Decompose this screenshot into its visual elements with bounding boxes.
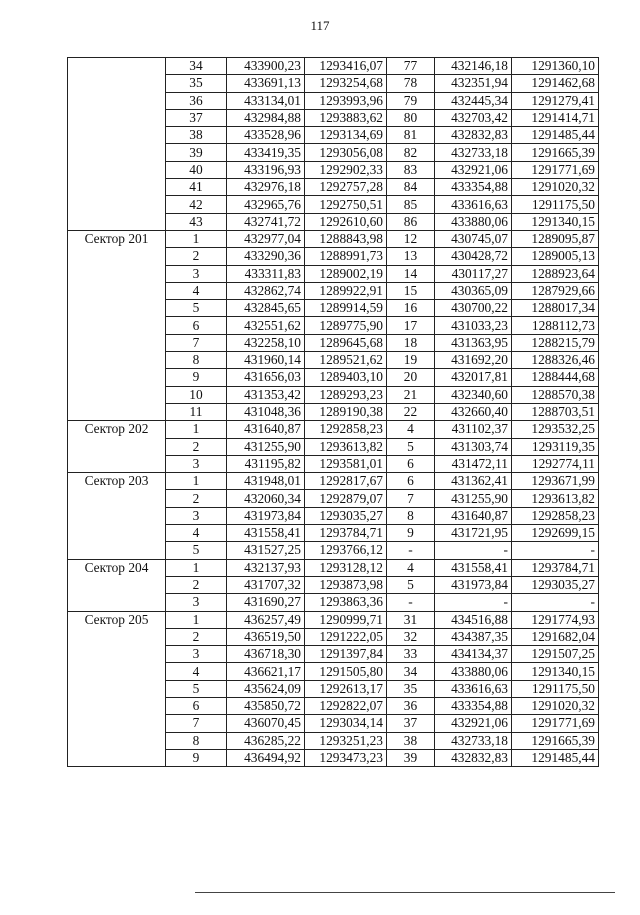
- coordinate-cell: 432984,88: [227, 109, 305, 126]
- coordinate-cell: 1289095,87: [512, 230, 599, 247]
- coordinate-cell: 433691,13: [227, 75, 305, 92]
- point-number-cell: 11: [166, 403, 227, 420]
- coordinate-cell: 433290,36: [227, 248, 305, 265]
- point-number-cell: 36: [387, 697, 435, 714]
- coordinate-cell: 430117,27: [435, 265, 512, 282]
- point-number-cell: 86: [387, 213, 435, 230]
- point-number-cell: 2: [166, 248, 227, 265]
- coordinate-cell: 433419,35: [227, 144, 305, 161]
- point-number-cell: 1: [166, 421, 227, 438]
- coordinate-cell: 1289005,13: [512, 248, 599, 265]
- coordinate-cell: 432660,40: [435, 403, 512, 420]
- point-number-cell: 3: [166, 507, 227, 524]
- point-number-cell: 41: [166, 179, 227, 196]
- point-number-cell: 38: [166, 127, 227, 144]
- coordinate-cell: 1289922,91: [305, 282, 387, 299]
- coordinate-cell: 1291505,80: [305, 663, 387, 680]
- point-number-cell: 10: [166, 386, 227, 403]
- coordinate-cell: 1293532,25: [512, 421, 599, 438]
- coordinate-cell: 1293873,98: [305, 576, 387, 593]
- coordinate-cell: 432733,18: [435, 144, 512, 161]
- point-number-cell: 3: [166, 265, 227, 282]
- coordinate-cell: 433134,01: [227, 92, 305, 109]
- coordinate-cell: 1293993,96: [305, 92, 387, 109]
- coordinate-cell: 1293128,12: [305, 559, 387, 576]
- point-number-cell: 33: [387, 646, 435, 663]
- coordinate-cell: 436257,49: [227, 611, 305, 628]
- coordinate-cell: 1291771,69: [512, 161, 599, 178]
- coordinate-cell: 1293671,99: [512, 473, 599, 490]
- coordinate-cell: 1293035,27: [305, 507, 387, 524]
- coordinate-cell: 1288112,73: [512, 317, 599, 334]
- coordinate-cell: 431033,23: [435, 317, 512, 334]
- coordinate-cell: 1291665,39: [512, 144, 599, 161]
- point-number-cell: 79: [387, 92, 435, 109]
- point-number-cell: 5: [166, 680, 227, 697]
- coordinate-cell: 1291020,32: [512, 697, 599, 714]
- coordinate-cell: 1291507,25: [512, 646, 599, 663]
- coordinate-cell: 1293883,62: [305, 109, 387, 126]
- coordinate-cell: 1291485,44: [512, 749, 599, 766]
- point-number-cell: 5: [166, 542, 227, 559]
- coordinate-cell: 431255,90: [227, 438, 305, 455]
- point-number-cell: 22: [387, 403, 435, 420]
- coordinate-cell: 1288991,73: [305, 248, 387, 265]
- coordinate-cell: 432340,60: [435, 386, 512, 403]
- point-number-cell: 1: [166, 473, 227, 490]
- coordinate-cell: 1288843,98: [305, 230, 387, 247]
- point-number-cell: 39: [166, 144, 227, 161]
- point-number-cell: 40: [166, 161, 227, 178]
- coordinate-cell: 1292757,28: [305, 179, 387, 196]
- coordinate-cell: 436285,22: [227, 732, 305, 749]
- point-number-cell: 85: [387, 196, 435, 213]
- coordinate-cell: 1291222,05: [305, 628, 387, 645]
- coordinate-cell: 1291485,44: [512, 127, 599, 144]
- coordinate-cell: 434134,37: [435, 646, 512, 663]
- coordinate-cell: 1291462,68: [512, 75, 599, 92]
- coordinate-cell: 432832,83: [435, 127, 512, 144]
- point-number-cell: 37: [166, 109, 227, 126]
- coordinate-cell: 1293784,71: [512, 559, 599, 576]
- coordinate-cell: 1291175,50: [512, 680, 599, 697]
- coordinate-cell: 431558,41: [435, 559, 512, 576]
- coordinate-cell: 431255,90: [435, 490, 512, 507]
- point-number-cell: 4: [166, 663, 227, 680]
- coordinate-cell: 433528,96: [227, 127, 305, 144]
- point-number-cell: 34: [166, 58, 227, 75]
- coordinate-cell: 432445,34: [435, 92, 512, 109]
- point-number-cell: 20: [387, 369, 435, 386]
- coordinate-cell: 1289293,23: [305, 386, 387, 403]
- point-number-cell: 1: [166, 559, 227, 576]
- sector-name-cell: Сектор 204: [68, 559, 166, 611]
- coordinate-cell: 431195,82: [227, 455, 305, 472]
- point-number-cell: 2: [166, 576, 227, 593]
- coordinate-cell: 431048,36: [227, 403, 305, 420]
- coordinate-cell: 432845,65: [227, 300, 305, 317]
- point-number-cell: 37: [387, 715, 435, 732]
- coordinate-cell: 432965,76: [227, 196, 305, 213]
- coordinate-cell: 432060,34: [227, 490, 305, 507]
- point-number-cell: 84: [387, 179, 435, 196]
- coordinate-cell: -: [435, 542, 512, 559]
- coordinate-cell: 1289002,19: [305, 265, 387, 282]
- coordinate-cell: 1289914,59: [305, 300, 387, 317]
- coordinate-cell: 1287929,66: [512, 282, 599, 299]
- point-number-cell: 8: [166, 732, 227, 749]
- point-number-cell: 35: [166, 75, 227, 92]
- point-number-cell: 42: [166, 196, 227, 213]
- coordinate-cell: 1289645,68: [305, 334, 387, 351]
- coordinate-cell: 1293473,23: [305, 749, 387, 766]
- point-number-cell: 17: [387, 317, 435, 334]
- coordinate-cell: 431973,84: [227, 507, 305, 524]
- coordinate-cell: 431527,25: [227, 542, 305, 559]
- coordinate-cell: 432733,18: [435, 732, 512, 749]
- coordinate-cell: 1288923,64: [512, 265, 599, 282]
- coordinate-cell: 1291279,41: [512, 92, 599, 109]
- coordinate-cell: 433311,83: [227, 265, 305, 282]
- coordinate-cell: 1292817,67: [305, 473, 387, 490]
- coordinate-cell: 433616,63: [435, 196, 512, 213]
- point-number-cell: 18: [387, 334, 435, 351]
- coordinate-cell: 431102,37: [435, 421, 512, 438]
- coordinate-cell: 1291665,39: [512, 732, 599, 749]
- coordinate-cell: -: [435, 594, 512, 611]
- coordinate-cell: 432551,62: [227, 317, 305, 334]
- point-number-cell: 1: [166, 230, 227, 247]
- table-row: [68, 58, 599, 75]
- sector-name-cell: Сектор 203: [68, 473, 166, 559]
- coordinate-cell: 433616,63: [435, 680, 512, 697]
- coordinate-cell: 431353,42: [227, 386, 305, 403]
- sector-name-cell: Сектор 202: [68, 421, 166, 473]
- coordinate-cell: 1288444,68: [512, 369, 599, 386]
- coordinate-cell: 431973,84: [435, 576, 512, 593]
- coordinate-cell: 1292858,23: [305, 421, 387, 438]
- table-row: [68, 473, 599, 490]
- coordinate-cell: 1288017,34: [512, 300, 599, 317]
- coordinate-cell: 1289403,10: [305, 369, 387, 386]
- page-number: 117: [310, 18, 330, 33]
- point-number-cell: 12: [387, 230, 435, 247]
- coordinate-cell: 1292858,23: [512, 507, 599, 524]
- sector-name-cell: Сектор 205: [68, 611, 166, 767]
- point-number-cell: 35: [387, 680, 435, 697]
- coordinate-cell: 435850,72: [227, 697, 305, 714]
- coordinate-cell: 433196,93: [227, 161, 305, 178]
- coordinate-cell: 1291414,71: [512, 109, 599, 126]
- coordinate-cell: 1291340,15: [512, 663, 599, 680]
- coordinate-cell: 1288570,38: [512, 386, 599, 403]
- coordinate-cell: 1293134,69: [305, 127, 387, 144]
- coordinate-cell: 432976,18: [227, 179, 305, 196]
- coordinate-cell: 431690,27: [227, 594, 305, 611]
- sector-name-cell: [68, 58, 166, 231]
- point-number-cell: 32: [387, 628, 435, 645]
- point-number-cell: 82: [387, 144, 435, 161]
- point-number-cell: 13: [387, 248, 435, 265]
- coordinate-cell: 432977,04: [227, 230, 305, 247]
- point-number-cell: 4: [166, 282, 227, 299]
- point-number-cell: 6: [166, 697, 227, 714]
- sector-name-cell: Сектор 201: [68, 230, 166, 420]
- coordinate-cell: 436519,50: [227, 628, 305, 645]
- coordinate-cell: 1293251,23: [305, 732, 387, 749]
- coordinate-cell: 1292902,33: [305, 161, 387, 178]
- coordinate-cell: 1290999,71: [305, 611, 387, 628]
- coordinate-cell: 1293254,68: [305, 75, 387, 92]
- point-number-cell: 78: [387, 75, 435, 92]
- point-number-cell: 7: [387, 490, 435, 507]
- coordinate-cell: 1289521,62: [305, 352, 387, 369]
- coordinate-cell: 432832,83: [435, 749, 512, 766]
- coordinate-cell: 430428,72: [435, 248, 512, 265]
- coordinate-cell: 1293416,07: [305, 58, 387, 75]
- point-number-cell: 16: [387, 300, 435, 317]
- coordinate-cell: 431363,95: [435, 334, 512, 351]
- point-number-cell: 34: [387, 663, 435, 680]
- coordinate-cell: 433354,88: [435, 697, 512, 714]
- coordinate-cell: 1293613,82: [305, 438, 387, 455]
- coordinate-cell: 1292750,51: [305, 196, 387, 213]
- coordinate-cell: 1288703,51: [512, 403, 599, 420]
- point-number-cell: 15: [387, 282, 435, 299]
- coordinate-cell: 1292774,11: [512, 455, 599, 472]
- coordinate-cell: 430745,07: [435, 230, 512, 247]
- coordinate-cell: 433880,06: [435, 213, 512, 230]
- coordinate-cell: 1289190,38: [305, 403, 387, 420]
- point-number-cell: -: [387, 542, 435, 559]
- point-number-cell: 5: [387, 576, 435, 593]
- coordinate-cell: -: [512, 594, 599, 611]
- point-number-cell: -: [387, 594, 435, 611]
- coordinates-table: [67, 57, 599, 767]
- point-number-cell: 4: [387, 421, 435, 438]
- coordinate-cell: 1293863,36: [305, 594, 387, 611]
- coordinate-cell: 1293581,01: [305, 455, 387, 472]
- coordinate-cell: 432862,74: [227, 282, 305, 299]
- point-number-cell: 21: [387, 386, 435, 403]
- coordinate-cell: 432921,06: [435, 715, 512, 732]
- point-number-cell: 9: [166, 749, 227, 766]
- table-row: [68, 230, 599, 247]
- coordinate-cell: 436621,17: [227, 663, 305, 680]
- point-number-cell: 83: [387, 161, 435, 178]
- point-number-cell: 5: [166, 300, 227, 317]
- coordinate-cell: 436494,92: [227, 749, 305, 766]
- point-number-cell: 3: [166, 594, 227, 611]
- coordinate-cell: 435624,09: [227, 680, 305, 697]
- point-number-cell: 8: [166, 352, 227, 369]
- coordinate-cell: 1293766,12: [305, 542, 387, 559]
- point-number-cell: 2: [166, 490, 227, 507]
- point-number-cell: 9: [166, 369, 227, 386]
- coordinate-cell: 1293119,35: [512, 438, 599, 455]
- coordinate-cell: 1292610,60: [305, 213, 387, 230]
- coordinate-cell: 1291340,15: [512, 213, 599, 230]
- point-number-cell: 1: [166, 611, 227, 628]
- coordinate-cell: 1292699,15: [512, 525, 599, 542]
- point-number-cell: 36: [166, 92, 227, 109]
- point-number-cell: 5: [387, 438, 435, 455]
- coordinate-cell: 431558,41: [227, 525, 305, 542]
- coordinate-cell: 433880,06: [435, 663, 512, 680]
- coordinate-cell: 431362,41: [435, 473, 512, 490]
- point-number-cell: 4: [387, 559, 435, 576]
- coordinate-cell: 1291020,32: [512, 179, 599, 196]
- coordinate-cell: 430365,09: [435, 282, 512, 299]
- point-number-cell: 8: [387, 507, 435, 524]
- coordinate-cell: 431656,03: [227, 369, 305, 386]
- coordinate-cell: 431721,95: [435, 525, 512, 542]
- point-number-cell: 7: [166, 334, 227, 351]
- coordinate-cell: 432017,81: [435, 369, 512, 386]
- point-number-cell: 9: [387, 525, 435, 542]
- coordinate-cell: 432137,93: [227, 559, 305, 576]
- coordinate-cell: 1291774,93: [512, 611, 599, 628]
- point-number-cell: 14: [387, 265, 435, 282]
- coordinate-cell: 1291771,69: [512, 715, 599, 732]
- coordinate-cell: 431472,11: [435, 455, 512, 472]
- point-number-cell: 39: [387, 749, 435, 766]
- coordinate-cell: 431960,14: [227, 352, 305, 369]
- coordinate-cell: 1293034,14: [305, 715, 387, 732]
- coordinate-cell: 1291682,04: [512, 628, 599, 645]
- point-number-cell: 6: [387, 473, 435, 490]
- bottom-rule: [195, 892, 615, 893]
- table-row: [68, 611, 599, 628]
- coordinate-cell: 1291175,50: [512, 196, 599, 213]
- point-number-cell: 19: [387, 352, 435, 369]
- coordinate-cell: 434387,35: [435, 628, 512, 645]
- point-number-cell: 77: [387, 58, 435, 75]
- point-number-cell: 81: [387, 127, 435, 144]
- point-number-cell: 80: [387, 109, 435, 126]
- coordinate-cell: 433354,88: [435, 179, 512, 196]
- coordinate-cell: 1293784,71: [305, 525, 387, 542]
- coordinate-cell: 1292879,07: [305, 490, 387, 507]
- coordinate-cell: 430700,22: [435, 300, 512, 317]
- coordinate-cell: 1293056,08: [305, 144, 387, 161]
- coordinate-cell: 1289775,90: [305, 317, 387, 334]
- coordinate-cell: 432703,42: [435, 109, 512, 126]
- table-row: [68, 421, 599, 438]
- coordinate-cell: 431640,87: [227, 421, 305, 438]
- coordinate-cell: 431303,74: [435, 438, 512, 455]
- table-row: [68, 559, 599, 576]
- coordinate-cell: 436070,45: [227, 715, 305, 732]
- coordinate-cell: 1288326,46: [512, 352, 599, 369]
- coordinate-cell: 436718,30: [227, 646, 305, 663]
- coordinate-cell: 431948,01: [227, 473, 305, 490]
- coordinate-cell: 1292822,07: [305, 697, 387, 714]
- point-number-cell: 4: [166, 525, 227, 542]
- coordinate-cell: 431640,87: [435, 507, 512, 524]
- coordinate-cell: 432921,06: [435, 161, 512, 178]
- coordinate-cell: 434516,88: [435, 611, 512, 628]
- point-number-cell: 6: [166, 317, 227, 334]
- point-number-cell: 3: [166, 455, 227, 472]
- point-number-cell: 2: [166, 438, 227, 455]
- coordinate-cell: 1291360,10: [512, 58, 599, 75]
- coordinate-cell: 1288215,79: [512, 334, 599, 351]
- point-number-cell: 3: [166, 646, 227, 663]
- point-number-cell: 43: [166, 213, 227, 230]
- coordinate-cell: 432146,18: [435, 58, 512, 75]
- point-number-cell: 38: [387, 732, 435, 749]
- coordinate-cell: 431707,32: [227, 576, 305, 593]
- point-number-cell: 6: [387, 455, 435, 472]
- coordinate-cell: 432351,94: [435, 75, 512, 92]
- coordinate-cell: 432741,72: [227, 213, 305, 230]
- coordinate-cell: 1293613,82: [512, 490, 599, 507]
- coordinate-cell: 433900,23: [227, 58, 305, 75]
- coordinate-cell: -: [512, 542, 599, 559]
- coordinate-cell: 1293035,27: [512, 576, 599, 593]
- coordinate-cell: 1292613,17: [305, 680, 387, 697]
- point-number-cell: 31: [387, 611, 435, 628]
- point-number-cell: 2: [166, 628, 227, 645]
- coordinate-cell: 432258,10: [227, 334, 305, 351]
- coordinate-cell: 431692,20: [435, 352, 512, 369]
- coordinate-cell: 1291397,84: [305, 646, 387, 663]
- point-number-cell: 7: [166, 715, 227, 732]
